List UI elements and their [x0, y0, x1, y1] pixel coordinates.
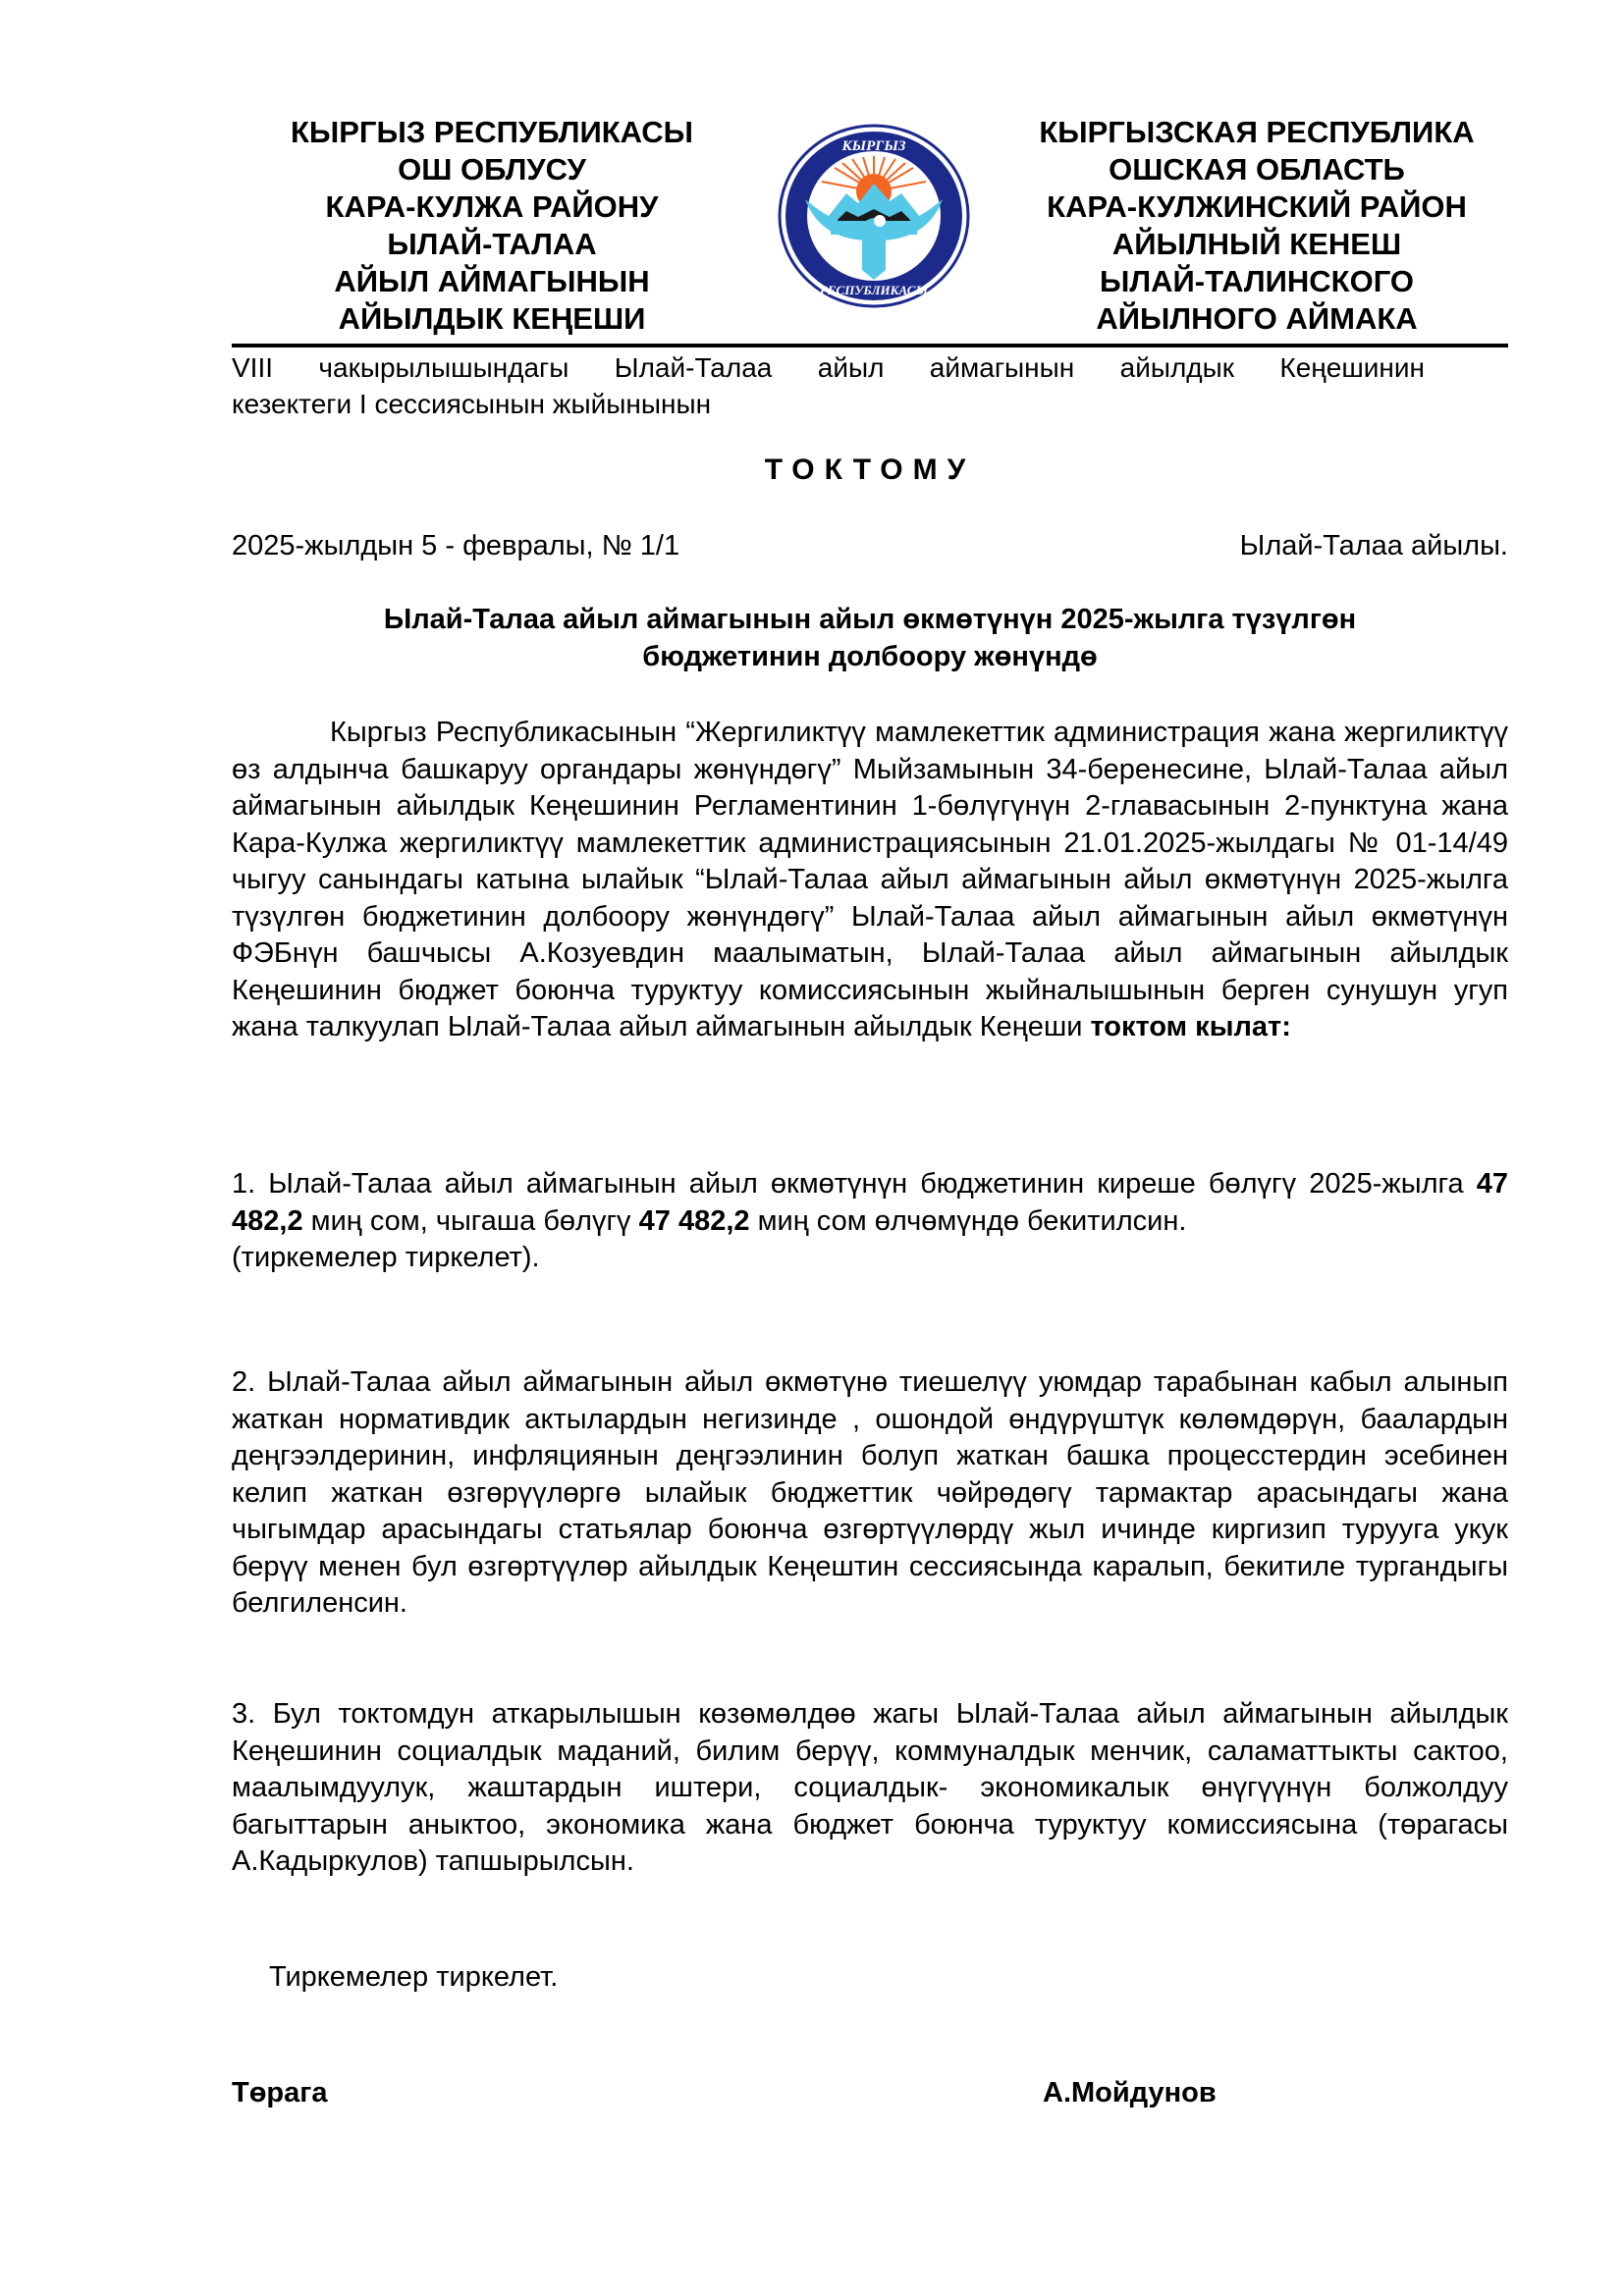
session-intro-line-2: кезектеги I сессиясынын жыйынынын: [232, 389, 712, 419]
expense-amount: 47 482,2: [638, 1204, 750, 1237]
state-emblem-icon: [776, 123, 972, 309]
dateline: [232, 530, 1508, 562]
session-intro: [232, 349, 1508, 422]
header-left-line: ЫЛАЙ-ТАЛАА: [387, 227, 597, 261]
header-right-line: КЫРГЫЗСКАЯ РЕСПУБЛИКА: [1039, 115, 1475, 149]
preamble-text: Кыргыз Республикасынын “Жергиликтүү мамлекеттик администрация жана жергиликтүү өз алдынча башкаруу органдары жөнүндөгү” Мыйзамынын 34-беренесине, Ылай-Талаа айыл аймагынын айылдык Кеңешинин Регламентинин 1-бөлүгүнүн 2-главасынын 2-пунктуна жана Кара-Кулжа жергиликтүү мамлекеттик администрациясынын 21.01.2025-жылдагы № 01-14/49 чыгуу санындагы катына ылайык “Ылай-Талаа айыл аймагынын айыл өкмөтүнүн 2025-жылга түзүлгөн бюджетинин долбоору жөнүндөгү” Ылай-Талаа айыл аймагынын айыл өкмөтүнүн ФЭБнүн башчысы А.Козуевдин маалыматын, Ылай-Талаа айыл аймагынын айылдык Кеңешинин бюджет боюнча туруктуу комиссиясынын жыйналышынын берген сунушун угуп жана талкуулап Ылай-Талаа айыл аймагынын айылдык Кеңеши: [232, 717, 1508, 1042]
header-right-line: КАРА-КУЛЖИНСКИЙ РАЙОН: [1047, 189, 1467, 224]
header-russian: [992, 114, 1522, 338]
header-right-line: АЙЫЛНЫЙ КЕНЕШ: [1111, 227, 1402, 261]
item-1-text: миң сом өлчөмүндө бекитилсин.: [749, 1204, 1187, 1237]
item-1: [232, 1166, 1508, 1277]
header-divider: [232, 344, 1508, 347]
item-1-text: 1. Ылай-Талаа айыл аймагынын айыл өкмөтүнүн бюджетинин киреше бөлүгү 2025-жылга: [232, 1168, 1477, 1200]
header-left-line: АЙЫЛ АЙМАГЫНЫН: [334, 264, 650, 298]
income-amount: 47 482,2: [232, 1168, 1508, 1237]
item-1-note: (тиркемелер тиркелет).: [232, 1242, 540, 1273]
attachments-note: Тиркемелер тиркелет.: [269, 1961, 559, 1993]
svg-text:КЫРГЫЗ: КЫРГЫЗ: [841, 138, 906, 154]
subject-line-2: бюджетинин долбоору жөнүндө: [642, 641, 1098, 672]
header-kyrgyz: [232, 114, 752, 338]
header-left-line: АЙЫЛДЫК КЕҢЕШИ: [338, 301, 646, 336]
session-intro-line-1: [232, 349, 1508, 386]
preamble-paragraph: [232, 715, 1508, 1046]
header-right-line: ОШСКАЯ ОБЛАСТЬ: [1109, 152, 1405, 187]
document-title: ТОКТОМУ: [764, 454, 976, 486]
header-left-line: КАРА-КУЛЖА РАЙОНУ: [325, 189, 659, 224]
date-number: 2025-жылдын 5 - февралы, № 1/1: [232, 530, 680, 561]
item-2: 2. Ылай-Талаа айыл аймагынын айыл өкмөтүнө тиешелүү уюмдар тарабынан кабыл алынып жаткан нормативдик актылардын негизинде , ошондой өндүрүштүк көлөмдөрүн, баалардын деңгээлдеринин, инфляциянын деңгээлинин болуп жаткан башка процесстердин эсебинен келип жаткан өзгөрүүлөргө ылайык бюджеттик чөйрөдөгү тармактар арасындагы жана чыгымдар арасындагы статьялар боюнча өзгөртүүлөрдү жыл ичинде киргизип турууга укук берүү менен бул өзгөртүүлөр айылдык Кеңештин сессиясында каралып, бекитиле тургандыгы белгиленсин.: [232, 1366, 1508, 1619]
item-3: 3. Бул токтомдун аткарылышын көзөмөлдөө жагы Ылай-Талаа айыл аймагынын айылдык Кеңешинин социалдык маданий, билим берүү, коммуналдык менчик, саламаттыкты сактоо, маалымдуулук, жаштардын иштери, социалдык- экономикалык өнүгүүнүн болжолдуу багыттарын аныктоо, экономика жана бюджет боюнча туруктуу комиссиясына (төрагасы А.Кадыркулов) тапшырылсын.: [232, 1698, 1508, 1877]
place: Ылай-Талаа айылы.: [1239, 530, 1508, 561]
decision-phrase: токтом кылат:: [1090, 1011, 1291, 1042]
header-right-line: АЙЫЛНОГО АЙМАКА: [1096, 301, 1418, 336]
svg-text:РЕСПУБЛИКАСЫ: РЕСПУБЛИКАСЫ: [819, 283, 929, 297]
item-1-text: миң сом, чыгаша бөлүгү: [302, 1204, 639, 1237]
subject-line-1: Ылай-Талаа айыл аймагынын айыл өкмөтүнүн 2025-жылга түзүлгөн: [383, 604, 1357, 635]
header-left-line: КЫРГЫЗ РЕСПУБЛИКАСЫ: [290, 115, 694, 149]
header-left-line: ОШ ОБЛУСУ: [398, 152, 586, 187]
header-right-line: ЫЛАЙ-ТАЛИНСКОГО: [1100, 264, 1414, 298]
document-subject: [232, 601, 1508, 675]
signature-role: Төрага: [232, 2077, 328, 2109]
session-intro-text: VIII чакырылышындагы Ылай-Талаа айыл аймагынын айылдык Кеңешинин: [232, 352, 1425, 383]
signature-name: А.Мойдунов: [1043, 2077, 1217, 2109]
